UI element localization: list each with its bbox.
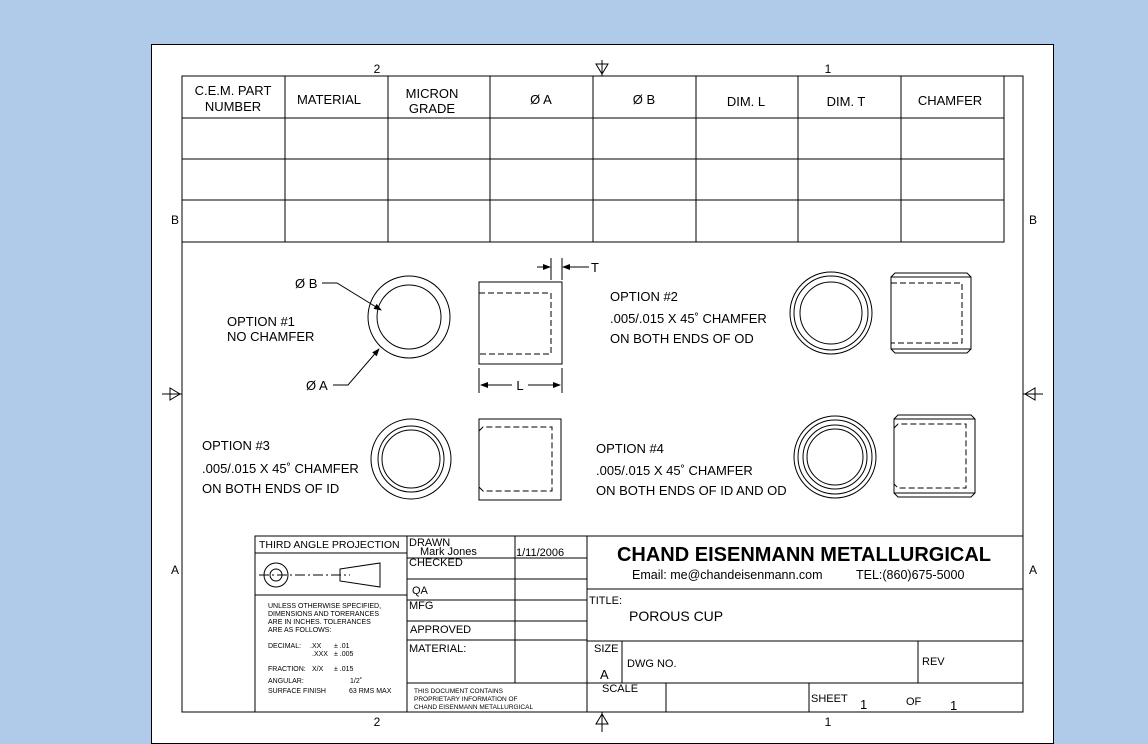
option1-view: [227, 258, 599, 393]
zone-top-1: 1: [824, 62, 832, 76]
projection-label: THIRD ANGLE PROJECTION: [259, 539, 400, 551]
tol-note-3: ARE IN INCHES. TOLERANCES: [268, 619, 371, 626]
fraction-val: X/X: [312, 666, 324, 673]
zone-top-2: 2: [373, 62, 381, 76]
proprietary-2: PROPRIETARY INFORMATION OF: [414, 696, 518, 703]
title-label: TITLE:: [589, 595, 623, 607]
header-dim-t: DIM. T: [826, 94, 866, 109]
drawing-title: POROUS CUP: [629, 608, 724, 624]
rev-label: REV: [922, 656, 945, 668]
leader-a: [333, 349, 379, 385]
proprietary-3: CHAND EISENMANN METALLURGICAL: [414, 704, 534, 711]
angular-label: ANGULAR:: [268, 678, 304, 685]
angular-val: 1/2˚: [350, 678, 363, 685]
company-tel: TEL:(860)675-5000: [856, 568, 965, 582]
zone-right-a: A: [1028, 563, 1038, 577]
mfg-label: MFG: [409, 600, 434, 612]
company-name: CHAND EISENMANN METALLURGICAL: [616, 544, 992, 566]
header-part-number-1: C.E.M. PART: [194, 83, 272, 98]
tol-note-1: UNLESS OTHERWISE SPECIFIED,: [268, 603, 382, 610]
zone-bottom-1: 1: [824, 715, 832, 729]
option2-title: OPTION #2: [610, 289, 678, 304]
header-micron-2: GRADE: [408, 101, 456, 116]
sheet-total: 1: [950, 698, 958, 713]
option4-line1: .005/.015 X 45˚ CHAMFER: [596, 463, 753, 478]
zone-left-a: A: [170, 563, 180, 577]
material-label: MATERIAL:: [409, 643, 467, 655]
option2-view: [610, 272, 971, 354]
option1-outer-circle: [368, 276, 450, 358]
spec-table: [182, 76, 1004, 242]
fraction-label: FRACTION:: [268, 666, 306, 673]
tol-note-2: DIMENSIONS AND TORERANCES: [268, 611, 379, 618]
dim-t-label: T: [591, 260, 599, 275]
option3-line1: .005/.015 X 45˚ CHAMFER: [202, 461, 359, 476]
zone-left-b: B: [170, 213, 180, 227]
third-angle-projection-icon: [259, 563, 380, 587]
zone-right-b: B: [1028, 213, 1038, 227]
decimal-xxx-tol: ± .005: [334, 651, 354, 658]
option3-view: [202, 419, 561, 500]
proprietary-1: THIS DOCUMENT CONTAINS: [414, 688, 503, 695]
drawn-date: 1/11/2006: [516, 547, 565, 559]
decimal-xxx: .XXX: [312, 651, 328, 658]
center-mark-right: [1023, 388, 1043, 400]
surface-val: 63 RMS MAX: [349, 688, 392, 695]
option1-desc: NO CHAMFER: [227, 329, 315, 344]
header-micron-1: MICRON: [405, 86, 459, 101]
header-chamfer: CHAMFER: [917, 93, 983, 108]
option1-inner-circle: [377, 285, 441, 349]
header-dia-b: Ø B: [632, 92, 656, 107]
scale-label: SCALE: [602, 683, 639, 695]
option4-side-view: [894, 415, 975, 497]
option3-line2: ON BOTH ENDS OF ID: [202, 481, 340, 496]
option4-title: OPTION #4: [596, 441, 664, 456]
option1-side-view: [479, 282, 562, 364]
decimal-xx-tol: ± .01: [334, 643, 350, 650]
decimal-xx: .XX: [310, 643, 322, 650]
option1-label-b: Ø B: [295, 276, 318, 291]
sheet-number: 1: [860, 697, 868, 712]
option1-label-a: Ø A: [306, 378, 328, 393]
header-material: MATERIAL: [296, 92, 362, 107]
qa-label: QA: [412, 585, 428, 597]
tol-note-4: ARE AS FOLLOWS:: [268, 627, 332, 634]
option4-view: [596, 415, 975, 498]
header-dim-l: DIM. L: [726, 94, 766, 109]
center-mark-left: [162, 388, 182, 400]
option2-line2: ON BOTH ENDS OF OD: [610, 331, 754, 346]
header-dia-a: Ø A: [530, 92, 552, 107]
size-value: A: [600, 667, 609, 682]
size-label: SIZE: [594, 643, 619, 655]
company-email: Email: me@chandeisenmann.com: [632, 568, 823, 582]
center-mark-bottom: [596, 712, 608, 732]
option3-side-view: [479, 419, 561, 500]
decimal-label: DECIMAL:: [268, 643, 302, 650]
drawn-by: Mark Jones: [420, 546, 477, 558]
dim-l-label: L: [516, 378, 524, 393]
option2-side-view: [891, 273, 971, 353]
dwg-label: DWG NO.: [627, 658, 677, 670]
drawn-label: DRAWN: [409, 537, 451, 549]
checked-label: CHECKED: [409, 557, 463, 569]
center-mark-top: [596, 60, 608, 76]
option4-line2: ON BOTH ENDS OF ID AND OD: [596, 483, 787, 498]
title-block: [255, 536, 1023, 713]
option3-title: OPTION #3: [202, 438, 270, 453]
option1-title: OPTION #1: [227, 314, 295, 329]
fraction-tol: ± .015: [334, 666, 354, 673]
zone-bottom-2: 2: [373, 715, 381, 729]
surface-label: SURFACE FINISH: [268, 688, 326, 695]
option2-line1: .005/.015 X 45˚ CHAMFER: [610, 311, 767, 326]
sheet-label: SHEET: [811, 693, 848, 705]
header-part-number-2: NUMBER: [204, 99, 262, 114]
of-label: OF: [906, 696, 922, 708]
leader-b: [322, 283, 381, 310]
approved-label: APPROVED: [410, 624, 472, 636]
